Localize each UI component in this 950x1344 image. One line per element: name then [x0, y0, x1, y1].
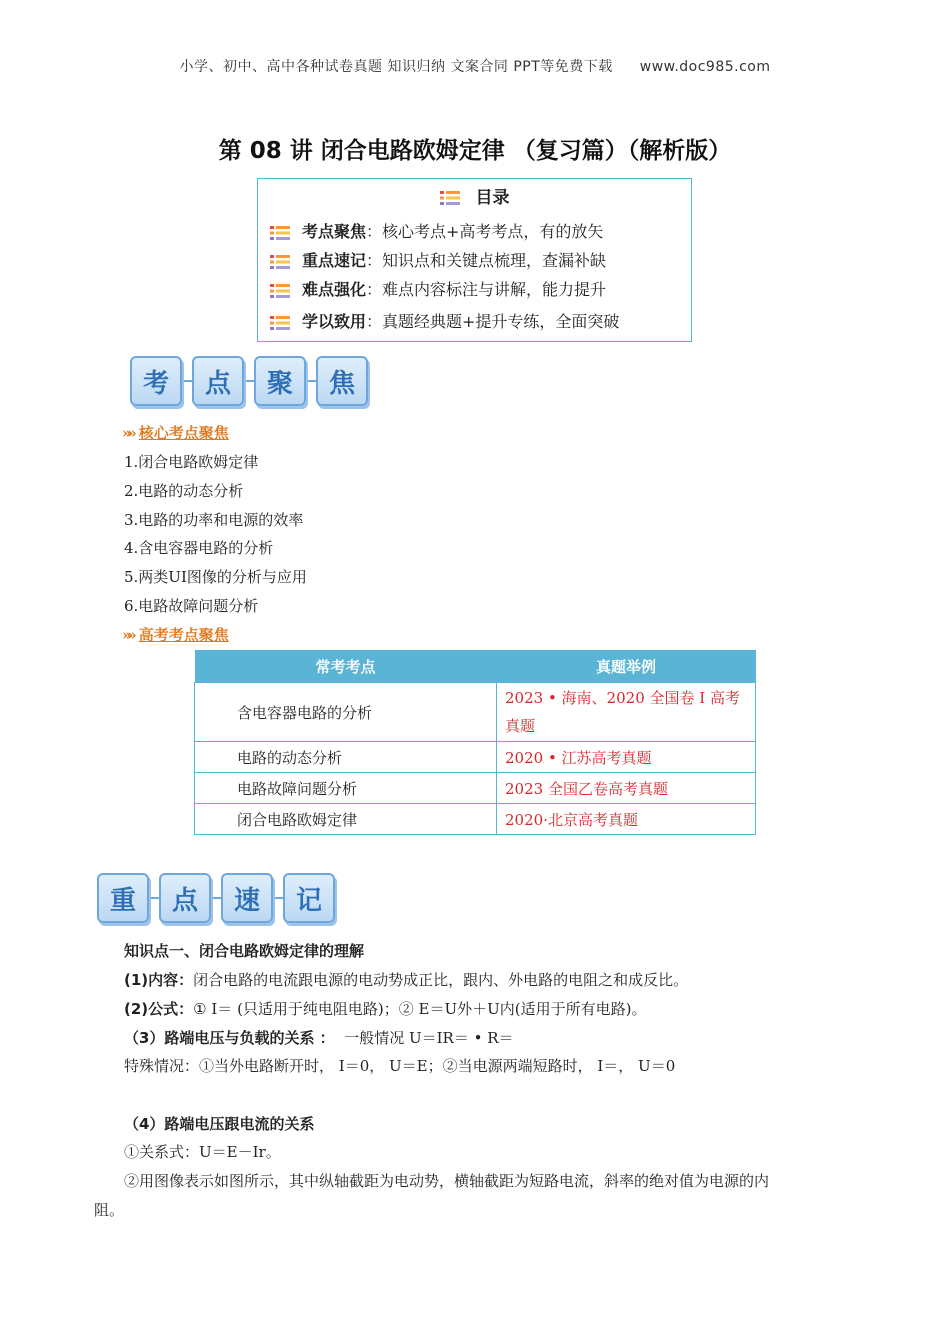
list-item: 6.电路故障问题分析 [124, 597, 259, 615]
core-heading [122, 422, 229, 443]
list-item: 1.闭合电路欧姆定律 [124, 453, 259, 471]
toc-item-desc: ：核心考点+高考考点，有的放矢 [366, 222, 604, 241]
table-cell-topic: 电路的动态分析 [195, 742, 497, 773]
page-title: 第 08 讲 闭合电路欧姆定律 （复习篇）（解析版） [218, 138, 732, 164]
formula-text: ① I＝ (只适用于纯电阻电路)；② E＝U外＋U内(适用于所有电路)。 [193, 1000, 647, 1018]
table-cell-topic: 闭合电路欧姆定律 [195, 804, 497, 835]
table-cell-topic: 含电容器电路的分析 [195, 683, 497, 742]
content-label: (1)内容： [124, 971, 194, 989]
page-header [0, 56, 950, 76]
p4-heading: （4）路端电压跟电流的关系 [124, 1115, 315, 1133]
toc-item-desc: ：真题经典题+提升专练，全面突破 [366, 312, 620, 331]
list-icon [440, 191, 460, 205]
table-cell-topic: 电路故障问题分析 [195, 773, 497, 804]
gaokao-heading [122, 624, 229, 645]
toc-item[interactable] [270, 309, 619, 332]
toc-item[interactable] [270, 219, 603, 242]
special-paragraph: 特殊情况：①当外电路断开时， I＝0， U＝E；②当电源两端短路时， I＝， U＝0 [124, 1057, 676, 1075]
list-icon [270, 284, 290, 298]
toc-item-label: 考点聚焦 [302, 222, 367, 241]
toc-title: 目录 [475, 188, 510, 208]
exam-table [194, 650, 756, 835]
list-icon [270, 226, 290, 240]
badge-tile: 焦 [316, 356, 368, 406]
table-row [195, 742, 756, 773]
toc-item[interactable] [270, 277, 606, 300]
badge-tile: 记 [283, 873, 335, 923]
knowledge-heading: 知识点一、闭合电路欧姆定律的理解 [124, 942, 365, 960]
graph-paragraph: ②用图像表示如图所示，其中纵轴截距为电动势，横轴截距为短路电流，斜率的绝对值为电源的内 [124, 1172, 770, 1190]
header-text: 小学、初中、高中各种试卷真题 知识归纳 文案合同 PPT等免费下载 [179, 59, 613, 75]
badge-tile: 速 [221, 873, 273, 923]
table-row [195, 683, 756, 742]
list-item: 3.电路的功率和电源的效率 [124, 511, 304, 529]
badge-tile: 点 [159, 873, 211, 923]
relation-paragraph: ①关系式：U＝E－Ir。 [124, 1143, 281, 1161]
toc-item-label: 难点强化 [302, 280, 367, 299]
toc-item-desc: ：难点内容标注与讲解，能力提升 [366, 280, 607, 299]
gaokao-heading-text: 高考考点聚焦 [138, 626, 229, 644]
section-badge-zhongdian [97, 873, 335, 923]
table-cell-example: 2023 全国乙卷高考真题 [497, 773, 756, 804]
core-heading-text: 核心考点聚焦 [138, 424, 229, 442]
list-item: 2.电路的动态分析 [124, 482, 244, 500]
content-paragraph [124, 969, 688, 990]
list-item: 4.含电容器电路的分析 [124, 539, 274, 557]
toc-item-label: 学以致用 [302, 312, 367, 331]
badge-tile: 点 [192, 356, 244, 406]
table-row [195, 773, 756, 804]
section-badge-kaodian [130, 356, 368, 406]
table-row [195, 804, 756, 835]
double-chevron-icon: »» [122, 626, 133, 644]
table-cell-example: 2020 • 江苏高考真题 [497, 742, 756, 773]
p3-text: 一般情况 U＝IR＝ • R＝ [344, 1029, 514, 1047]
table-cell-example: 2020·北京高考真题 [497, 804, 756, 835]
toc-item-desc: ：知识点和关键点梳理，查漏补缺 [366, 251, 607, 270]
badge-tile: 重 [97, 873, 149, 923]
formula-label: (2)公式： [124, 1000, 194, 1018]
toc-box [257, 178, 692, 342]
badge-tile: 考 [130, 356, 182, 406]
content-text: 闭合电路的电流跟电源的电动势成正比，跟内、外电路的电阻之和成反比。 [193, 971, 689, 989]
graph-paragraph-cont: 阻。 [94, 1201, 125, 1219]
p3-label: （3）路端电压与负载的关系 ： [124, 1029, 335, 1047]
list-icon [270, 255, 290, 269]
toc-item[interactable] [270, 248, 606, 271]
table-header: 常考考点 [195, 650, 497, 683]
list-item: 5.两类UI图像的分析与应用 [124, 568, 307, 586]
list-icon [270, 316, 290, 330]
header-url[interactable]: www.doc985.com [639, 59, 771, 75]
double-chevron-icon: »» [122, 424, 133, 442]
badge-tile: 聚 [254, 356, 306, 406]
p3-paragraph [124, 1027, 514, 1048]
table-cell-example: 2023 • 海南、2020 全国卷 I 高考真题 [497, 683, 756, 742]
table-header: 真题举例 [497, 650, 756, 683]
toc-heading [258, 183, 691, 208]
formula-paragraph [124, 998, 646, 1019]
table-header-row [195, 650, 756, 683]
toc-item-label: 重点速记 [302, 251, 367, 270]
